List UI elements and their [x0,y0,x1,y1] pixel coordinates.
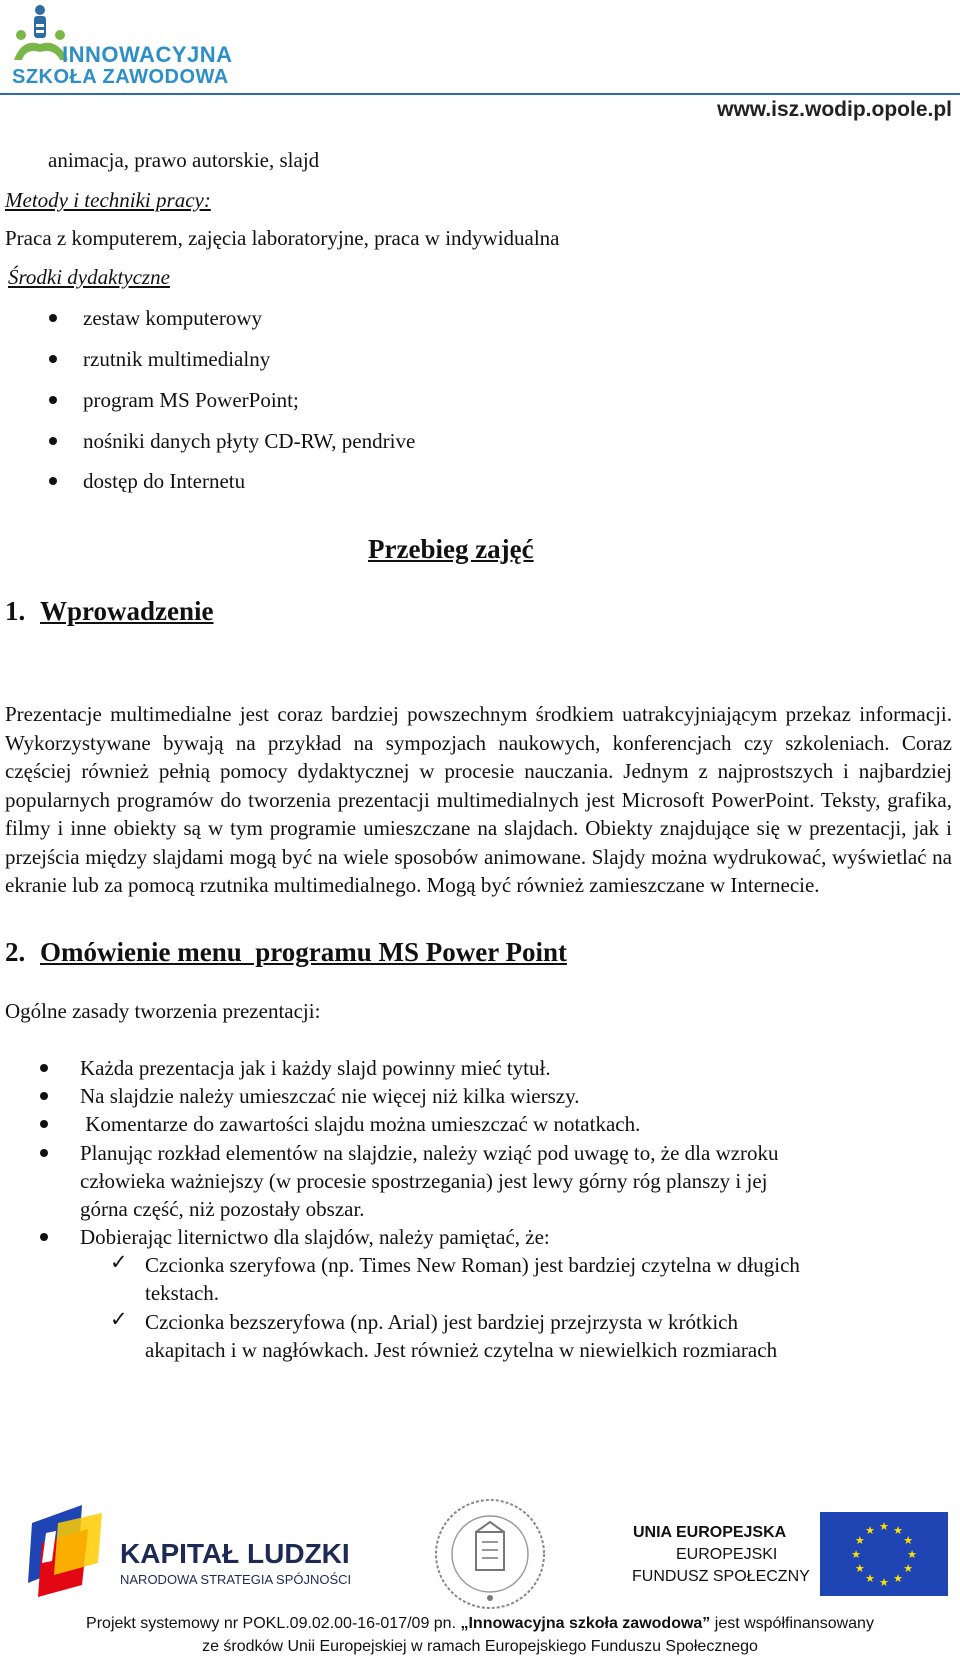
eu-star-icon: ★ [893,1572,903,1586]
list-item: nośniki danych płyty CD-RW, pendrive [83,429,416,453]
bullet-icon [40,1120,48,1128]
means-heading: Środki dydaktyczne [8,265,170,289]
methods-text: Praca z komputerem, zajęcia laboratoryjne, praca w indywidualna [5,226,560,250]
checkmark-icon: ✓ [110,1307,128,1331]
rules-heading: Ogólne zasady tworzenia prezentacji: [5,999,321,1023]
bullet-icon [40,1092,48,1100]
header-url-link[interactable]: www.isz.wodip.opole.pl [717,98,952,121]
eu-star-icon: ★ [865,1523,875,1537]
logo-text-line-2: SZKOŁA ZAWODOWA [12,66,229,88]
list-item: program MS PowerPoint; [83,388,299,412]
list-item: rzutnik multimedialny [83,347,271,371]
eu-title: UNIA EUROPEJSKA [633,1524,787,1541]
rule-4-line-3: górna część, niż pozostały obszar. [80,1197,365,1221]
kapital-ludzki-logo-icon [22,1503,114,1597]
footer-project-line [0,1615,960,1633]
intro-paragraph: Prezentacje multimedialne jest coraz bardziej powszechnym środkiem uatrakcyjniającym przekaz informacji. Wykorzystywane bywają na przykład na sympozjach naukowych, konferencjach czy szkoleniach. Coraz częściej również pełnią pomocy dydaktycznej w procesie nauczania. Jednym z najprostszych i najbardziej popularnych programów do tworzenia prezentacji multimedialnych jest Microsoft PowerPoint. Teksty, grafika, filmy i inne obiekty są w tym programie umieszczane na slajdach. Obiekty znajdujące się w prezentacji, jak i przejścia między slajdami mogą być na wiele sposobów animowane. Slajdy można wydrukować, wyświetlać na ekranie lub za pomocą rzutnika multimedialnego. Mogą być również zamieszczane w Internecie. [5,702,952,897]
rule-4-line-1: Planując rozkład elementów na slajdzie, należy wziąć pod uwagę to, że dla wzroku [80,1141,779,1165]
font-rule-1-line-1: Czcionka szeryfowa (np. Times New Roman) jest bardziej czytelna w długich [145,1253,800,1277]
bullet-icon [49,314,57,322]
rule-4-line-2: człowieka ważniejszy (w procesie spostrzegania) jest lewy górny róg planszy i jej [80,1169,768,1193]
eu-fund-line-2: FUNDUSZ SPOŁECZNY [632,1568,810,1585]
wodip-seal-icon [432,1496,548,1614]
logo-text-line-1: INNOWACYJNA [62,42,233,67]
section-1-number: 1. [5,596,26,626]
rule-1: Każda prezentacja jak i każdy slajd powinny mieć tytuł. [80,1056,551,1080]
methods-heading: Metody i techniki pracy: [5,188,211,212]
section-2-title: Omówienie menu programu MS Power Point [40,937,567,967]
section-2-number: 2. [5,937,26,967]
header-divider [0,93,960,95]
topic-keywords: animacja, prawo autorskie, slajd [48,148,320,172]
eu-star-icon: ★ [854,1562,865,1575]
rule-5: Dobierając liternictwo dla slajdów, należy pamiętać, że: [80,1225,550,1249]
eu-star-icon: ★ [854,1534,865,1547]
checkmark-icon: ✓ [110,1250,128,1274]
eu-star-icon: ★ [879,1520,889,1533]
eu-star-icon: ★ [903,1562,914,1575]
bullet-icon [40,1233,48,1241]
rules-list [0,1050,960,1370]
eu-star-icon: ★ [879,1576,889,1589]
footer-project-text-c: jest współfinansowany [710,1615,874,1632]
bullet-icon [49,355,57,363]
bullet-icon [49,437,57,445]
bullet-icon [49,396,57,404]
eu-flag-icon [820,1512,948,1596]
eu-fund-line-1: EUROPEJSKI [676,1546,778,1563]
footer-project-name: „Innowacyjna szkoła zawodowa” [460,1615,711,1632]
kapital-ludzki-subtitle: NARODOWA STRATEGIA SPÓJNOŚCI [120,1572,352,1587]
course-title: Przebieg zajęć [368,534,534,564]
rule-2: Na slajdzie należy umieszczać nie więcej niż kilka wierszy. [80,1084,580,1108]
font-rule-1-line-2: tekstach. [145,1281,220,1305]
eu-star-icon: ★ [907,1548,917,1561]
bullet-icon [40,1149,48,1157]
footer-funding-line: ze środków Unii Europejskiej w ramach Europejskiego Funduszu Społecznego [202,1638,758,1655]
rule-3: Komentarze do zawartości slajdu można umieszczać w notatkach. [80,1112,641,1136]
footer-project-text-a: Projekt systemowy nr POKL.09.02.00-16-017/09 pn. [86,1615,461,1632]
bullet-icon [40,1064,48,1072]
list-item: dostęp do Internetu [83,469,246,493]
kapital-ludzki-title: KAPITAŁ LUDZKI [120,1538,350,1569]
bullet-icon [49,477,57,485]
section-1-title: Wprowadzenie [40,596,214,626]
eu-star-icon: ★ [865,1572,875,1586]
eu-star-icon: ★ [893,1523,903,1537]
eu-star-icon: ★ [903,1534,914,1547]
eu-star-icon: ★ [851,1548,861,1561]
font-rule-2-line-2: akapitach i w nagłówkach. Jest również czytelna w niewielkich rozmiarach [145,1338,778,1362]
font-rule-2-line-1: Czcionka bezszeryfowa (np. Arial) jest bardziej przejrzysta w krótkich [145,1310,739,1334]
list-item: zestaw komputerowy [83,306,263,330]
